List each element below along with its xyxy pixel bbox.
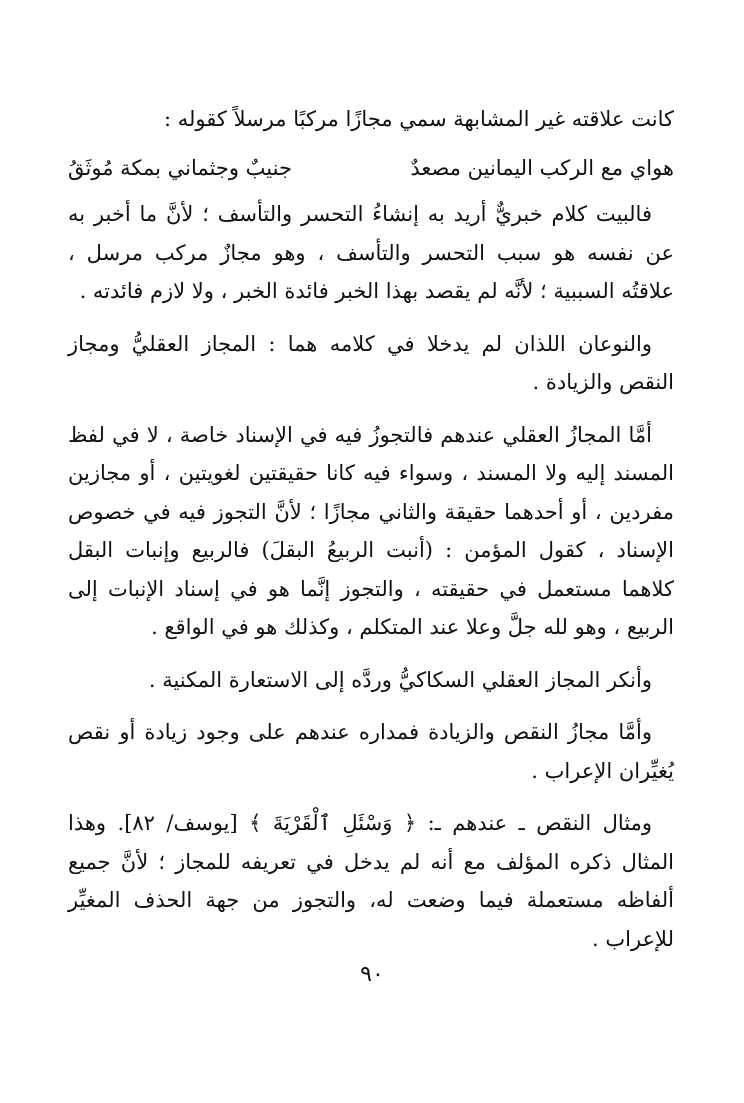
poetry-verse xyxy=(68,149,674,188)
verse-second-hemistich: جنيبٌ وجثماني بمكة مُوثَقُ xyxy=(68,155,292,180)
intro-line: كانت علاقته غير المشابهة سمي مجازًا مركبًا مرسلاً كقوله : xyxy=(164,107,674,131)
paragraph-5: وأمَّا مجازُ النقص والزيادة فمداره عندهم على وجود زيادة أو نقص يُغيِّران الإعراب . xyxy=(68,720,674,783)
paragraph-6: ومثال النقص ـ عندهم ـ: ﴿ وَسْئَلِ ٱلْقَرْيَةَ ﴾ [يوسف/ ٨٢]. وهذا المثال ذكره المؤلف مع أنه لم يدخل في تعريفه للمجاز ؛ لأنَّ جميع ألفاظه مستعملة فيما وضعت له، والتجوز من جهة الحذف المغيِّر للإعراب . xyxy=(68,811,674,951)
paragraph-4: وأنكر المجاز العقلي السكاكيُّ وردَّه إلى الاستعارة المكنية . xyxy=(148,667,652,692)
page-body xyxy=(68,100,674,958)
page-number: ٩٠ xyxy=(360,962,384,987)
paragraph-2: والنوعان اللذان لم يدخلا في كلامه هما : المجاز العقليُّ ومجاز النقص والزيادة . xyxy=(68,331,674,394)
verse-first-hemistich: هواي مع الركب اليمانين مصعدٌ xyxy=(410,155,674,180)
paragraph-3: أمَّا المجازُ العقلي عندهم فالتجوزُ فيه في الإسناد خاصة ، لا في لفظ المسند إليه ولا المسند ، وسواء فيه كانا حقيقتين لغويتين ، أو مجازين مفردين ، أو أحدهما حقيقة والثاني مجازًا ؛ لأنَّ التجوز فيه في خصوص الإسناد ، كقول المؤمن : (أنبت الربيعُ البقلَ) فالربيع وإنبات البقل كلاهما مستعمل في حقيقته ، والتجوز إنَّما هو في إسناد الإنبات إلى الربيع ، وهو لله جلَّ وعلا عند المتكلم ، وكذلك هو في الواقع . xyxy=(68,422,674,639)
paragraph-1: فالبيت كلام خبريٌّ أريد به إنشاءُ التحسر والتأسف ؛ لأنَّ ما أخبر به عن نفسه هو سبب التحسر والتأسف ، وهو مجازٌ مركب مرسل ، علاقتُه السببية ؛ لأنَّه لم يقصد بهذا الخبر فائدة الخبر ، ولا لازم فائدته . xyxy=(68,202,674,303)
